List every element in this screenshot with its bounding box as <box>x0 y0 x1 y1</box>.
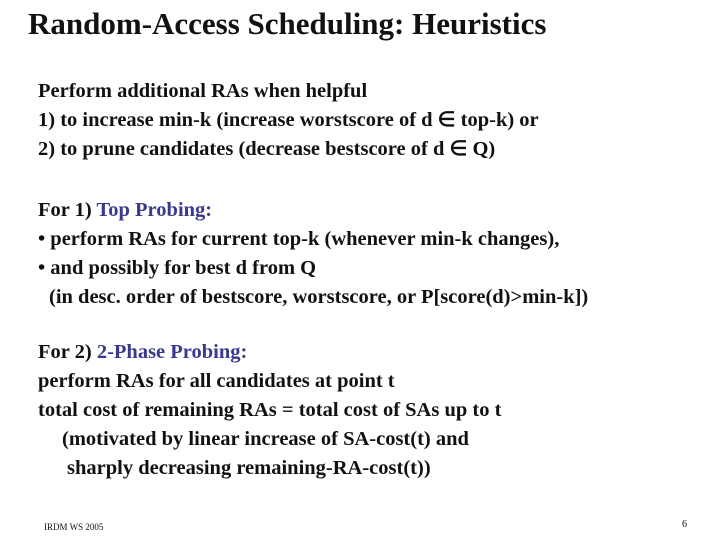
section2-heading-line <box>38 340 247 364</box>
section2-heading: 2-Phase Probing: <box>96 341 248 363</box>
page-number: 6 <box>682 519 687 530</box>
section1-bullet-1: • perform RAs for current top-k (whenever min-k changes), <box>38 228 560 250</box>
section1-heading: Top Probing: <box>96 199 213 221</box>
section2-line-1: perform RAs for all candidates at point t <box>38 370 395 392</box>
intro-line-2: 1) to increase min-k (increase worstscore of d ∈ top-k) or <box>38 109 539 131</box>
section1-prefix: For 1) <box>38 199 97 221</box>
section1-heading-line <box>38 198 212 222</box>
section1-note: (in desc. order of bestscore, worstscore, or P[score(d)>min-k]) <box>49 286 589 308</box>
section2-line-3: (motivated by linear increase of SA-cost(t) and <box>62 428 469 450</box>
section2-line-2: total cost of remaining RAs = total cost of SAs up to t <box>38 399 502 421</box>
section1-bullet-2: • and possibly for best d from Q <box>38 257 317 279</box>
intro-line-1: Perform additional RAs when helpful <box>38 80 368 102</box>
slide-title: Random-Access Scheduling: Heuristics <box>28 6 547 41</box>
intro-line-3: 2) to prune candidates (decrease bestscore of d ∈ Q) <box>38 138 496 160</box>
section2-line-4: sharply decreasing remaining-RA-cost(t)) <box>67 457 431 479</box>
footer-course: IRDM WS 2005 <box>44 522 104 532</box>
section2-prefix: For 2) <box>38 341 97 363</box>
